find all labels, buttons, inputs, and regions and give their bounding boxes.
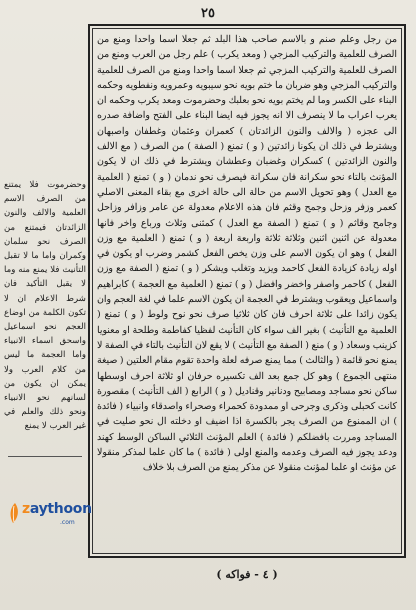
main-text-frame <box>88 24 406 558</box>
margin-divider <box>8 456 82 457</box>
logo-wordmark <box>22 501 92 517</box>
margin-paragraph: وحضرموت فلا يمتنع من الصرف الاسم العلمية والالف والنون الزائدتان فيمتنع من الصرف نحو سلمان وكمران واما ما لا تقبل التأنيث فلا يمنع منه وما لا يقبل التأكيد فان شرط الاعلام ان لا تكون الكلمة من اوضاع العجم نحو اسماعيل واسحق اسماء الانبياء واما العجمة ما ليس من كلام العرب ولا يمكن ان يكون من لسانهم نحو الانبياء ونحو ذلك والعلم في غير العرب لا يمنع <box>4 180 86 432</box>
page-footer-signature: ( ٤ - فواكه ) <box>216 568 278 581</box>
main-text-body <box>97 32 397 476</box>
logo-name: aythoon <box>29 501 92 517</box>
logo-domain: .com <box>60 519 75 526</box>
main-paragraph: من رجل وعلم صنم و بالاسم صاحب هذا البلد ثم جعلا اسما واحدا ومنع من الصرف للعلمية والتركيب المزجي ( ومعد يكرب ) علم رجل من العرب ومنع من الصرف للعلمية والتركيب المزجي ثم جعلا اسما واحدا ومنع من الصرف للعلمية والتركيب المزجي وهو ضربان ما ختم بويه نحو سيبويه وعمرويه ونفطويه وحكمه البناء على الكسر وما لم يختم بويه نحو بعلبك وحضرموت ومعد يكرب وحكمه ان يعرب اعراب ما لا ينصرف الا انه يجوز فيه ايضا البناء على الفتح واضافة صدره الى عجزه ( والالف والنون الزائدتان ) كعمران وعثمان وغطفان واصبهان ويشترط في ذلك ان يكونا زائدتين ( و ) تمنع ( الصفة ) من الصرف ( مع الالف والنون الزائدتين ) كسكران وغضبان وعطشان ويشترط في ذلك ان لا يكون المؤنث بالتاء نحو سكرانة فان سكرانة فيصرف نحو ندمان ( و ) تمنع ( العلمية مع العدل ) وهو تحويل الاسم من حالة الى حالة اخرى مع بقاء المعنى الاصلي كعمر وزفر وزحل وجمح وقثم فان هذه الاعلام معدولة عن عامر وزافر وزاحل وجامح وقاثم ( و ) تمنع ( الصفة مع العدل ) كمثنى وثلاث ورباع واخر فانها معدولة عن اثنين اثنين وثلاثة ثلاثة واربعة اربعة ( و ) تمنع ( العلمية مع وزن الفعل ) وهو ان يكون الاسم على وزن يخص الفعل كشمر وضرب او يكون في اوله زيادة كزيادة الفعل كاحمد ويزيد وتغلب ويشكر ( و ) تمنع ( الصفة مع وزن الفعل ) كاحمر واصفر واخضر وافضل ( و ) تمنع ( العلمية مع العجمة ) كابراهيم واسماعيل ويعقوب ويشترط في العجمة ان يكون الاسم علما في لغة العجم وان يكون زائدا على ثلاثة احرف فان كان ثلاثيا صرف نحو نوح ولوط ( و ) تمنع ( العلمية مع التأنيث ) بغير الف سواء كان التأنيث لفظيا كفاطمة وطلحة او معنويا كزينب وسعاد ( و ) منع ( الصفة مع التأنيث ) لا يقع لان التأنيث بالتاء في الصفة لا يمنع نحو قائمة ( والثالث ) مما يمنع صرفه لعلة واحدة تقوم مقام العلتين ( صيغة منتهى الجموع ) وهو كل جمع بعد الف تكسيره حرفان او ثلاثة احرف اوسطها ساكن نحو مساجد ومصابيح ودنانير وقناديل ( و ) الرابع ( الف التأنيث ) مقصورة كانت كحبلى وذكرى وجرحى او ممدودة كحمراء وصحراء واصدقاء وانبياء ( فائدة ) ان الممنوع من الصرف يجر بالكسرة اذا اضيف او دخلته ال نحو صليت في المساجد ومررت بافضلكم ( فائدة ) العلم المؤنث الثلاثي الساكن الوسط كهند ودعد يجوز فيه الصرف وعدمه والمنع اولى ( فائدة ) ما كان علما لمذكر منقولا عن مؤنث او علما لمؤنث منقولا عن مذكر يمنع من الصرف بلا خلاف <box>97 34 397 474</box>
page-number: ٢٥ <box>201 6 215 21</box>
olive-leaf-icon <box>8 502 22 524</box>
zaythoon-logo <box>8 499 92 529</box>
margin-notes <box>4 178 86 434</box>
logo-prefix: z <box>22 501 30 517</box>
